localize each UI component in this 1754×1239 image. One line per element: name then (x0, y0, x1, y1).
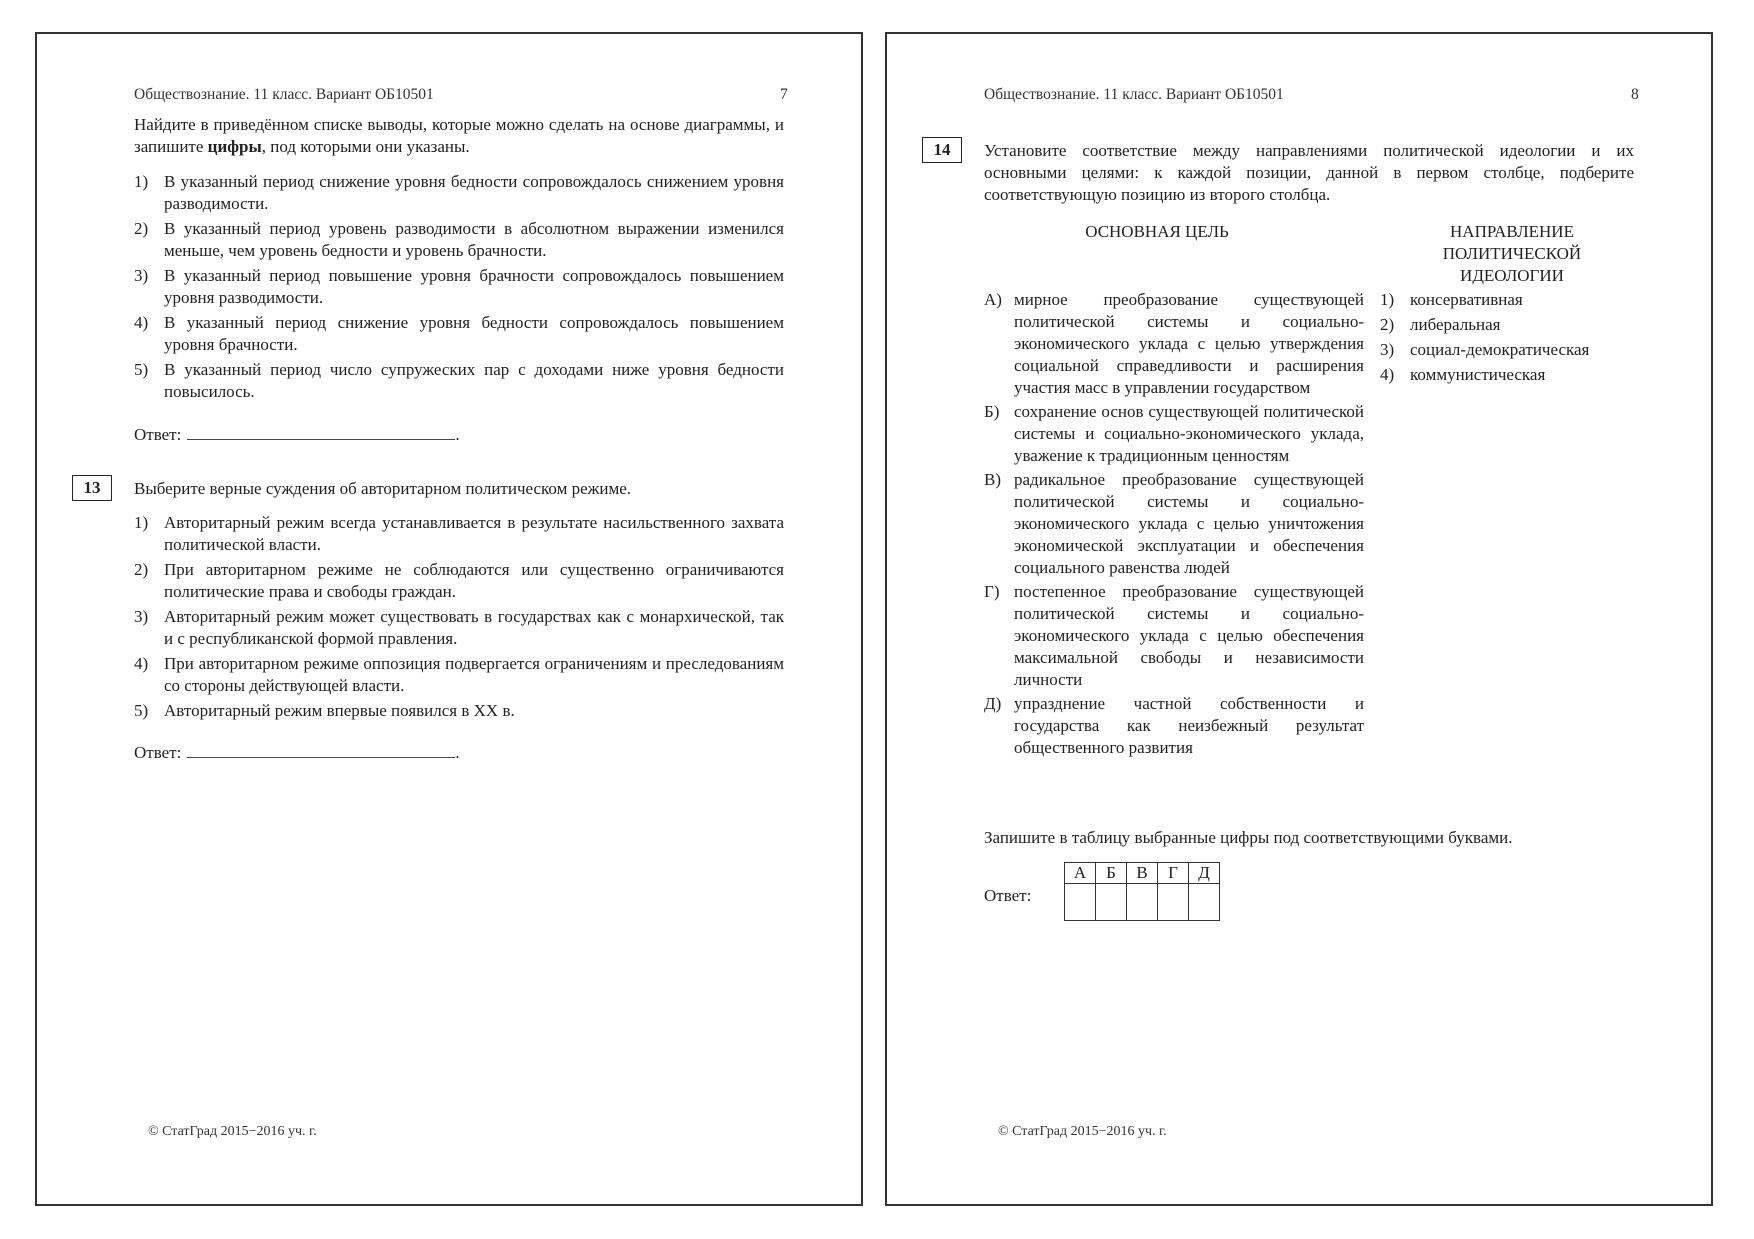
conclusions-list (134, 171, 784, 406)
answer-table-header (1065, 863, 1220, 884)
list-item: 1) Авторитарный режим всегда устанавливается в результате насильственного захвата политической власти. (134, 513, 784, 554)
list-item: 1) В указанный период снижение уровня бедности сопровождалось снижением уровня разводимости. (134, 172, 784, 213)
list-item: 3) Авторитарный режим может существовать в государствах как с монархической, так и с республиканской формой правления. (134, 607, 784, 648)
direction-item: 2) либеральная (1380, 315, 1501, 334)
page-header: Обществознание. 11 класс. Вариант ОБ10501 (134, 86, 434, 103)
answer-cell[interactable] (1158, 884, 1189, 921)
question-number-14: 14 (922, 137, 962, 163)
question-number-13: 13 (72, 475, 112, 501)
goal-item: Б) сохранение основ существующей политической системы и социально-экономического уклада, уважение к традиционным ценностям (984, 402, 1364, 465)
answer-cell[interactable] (1096, 884, 1127, 921)
answer-cell[interactable] (1189, 884, 1220, 921)
table-instruction: Запишите в таблицу выбранные цифры под соответствующими буквами. (984, 828, 1513, 847)
list-item: 2) При авторитарном режиме не соблюдаются или существенно ограничиваются политические права и свободы граждан. (134, 560, 784, 601)
answer-label: Ответ: (984, 886, 1032, 905)
answer-cell[interactable] (1065, 884, 1096, 921)
table-header-cell: А (1065, 863, 1096, 884)
question-14-prompt: Установите соответствие между направлениями политической идеологии и их основными целями: к каждой позиции, данной в первом столбце, подберите соответствующую позицию из второго столбца. (984, 141, 1634, 204)
goal-item: А) мирное преобразование существующей политической системы и социально-экономического уклада с целью утверждения социальной справедливости и расширения участия масс в управлении государством (984, 290, 1364, 397)
question-13-prompt: Выберите верные суждения об авторитарном политическом режиме. (134, 479, 632, 498)
page-footer: © СтатГрад 2015−2016 уч. г. (998, 1124, 1167, 1139)
goal-item: Г) постепенное преобразование существующей политической системы и социально-экономического уклада с целью обеспечения максимальной свободы и независимости личности (984, 582, 1364, 689)
table-header-cell: В (1127, 863, 1158, 884)
page-left (35, 32, 863, 1206)
list-item: 3) В указанный период повышение уровня брачности сопровождалось повышением уровня разводимости. (134, 266, 784, 307)
column-header-goal: ОСНОВНАЯ ЦЕЛЬ (1085, 222, 1229, 241)
table-header-cell: Г (1158, 863, 1189, 884)
answer-cell[interactable] (1127, 884, 1158, 921)
table-header-cell: Б (1096, 863, 1127, 884)
list-item: 2) В указанный период уровень разводимости в абсолютном выражении изменился меньше, чем уровень бедности и уровень брачности. (134, 219, 784, 260)
direction-item: 1) консервативная (1380, 290, 1523, 309)
intro-bold: цифры (207, 137, 262, 156)
q13-list (134, 512, 784, 725)
answer-blank[interactable] (187, 424, 455, 440)
page-number: 8 (1631, 86, 1639, 103)
list-item: 5) Авторитарный режим впервые появился в XX в. (134, 701, 515, 720)
direction-item: 4) коммунистическая (1380, 365, 1546, 384)
page-footer: © СтатГрад 2015−2016 уч. г. (148, 1124, 317, 1139)
answer-line-13[interactable]: Ответ: . (134, 743, 460, 762)
answer-line-12[interactable]: Ответ: . (134, 425, 460, 444)
task-intro: Найдите в приведённом списке выводы, которые можно сделать на основе диаграммы, и запишите цифры, под которыми они указаны. (134, 115, 784, 156)
answer-table (1064, 862, 1220, 921)
list-item: 4) В указанный период снижение уровня бедности сопровождалось повышением уровня брачности. (134, 313, 784, 354)
page-header: Обществознание. 11 класс. Вариант ОБ10501 (984, 86, 1284, 103)
answer-blank[interactable] (187, 742, 455, 758)
answer-input-row (1065, 884, 1220, 921)
goal-item: Д) упразднение частной собственности и государства как неизбежный результат общественного развития (984, 694, 1364, 757)
directions-column (1380, 289, 1640, 389)
page-right (885, 32, 1713, 1206)
goals-column (984, 289, 1364, 761)
page-number: 7 (780, 86, 788, 103)
list-item: 4) При авторитарном режиме оппозиция подвергается ограничениям и преследованиям со стороны действующей власти. (134, 654, 784, 695)
table-header-cell: Д (1189, 863, 1220, 884)
list-item: 5) В указанный период число супружеских пар с доходами ниже уровня бедности повысилось. (134, 360, 784, 401)
direction-item: 3) социал-демократическая (1380, 340, 1590, 359)
goal-item: В) радикальное преобразование существующей политической системы и социально-экономического уклада с целью уничтожения экономической эксплуатации и обеспечения социального равенства людей (984, 470, 1364, 577)
column-header-direction: НАПРАВЛЕНИЕ ПОЛИТИЧЕСКОЙ ИДЕОЛОГИИ (1442, 222, 1582, 285)
